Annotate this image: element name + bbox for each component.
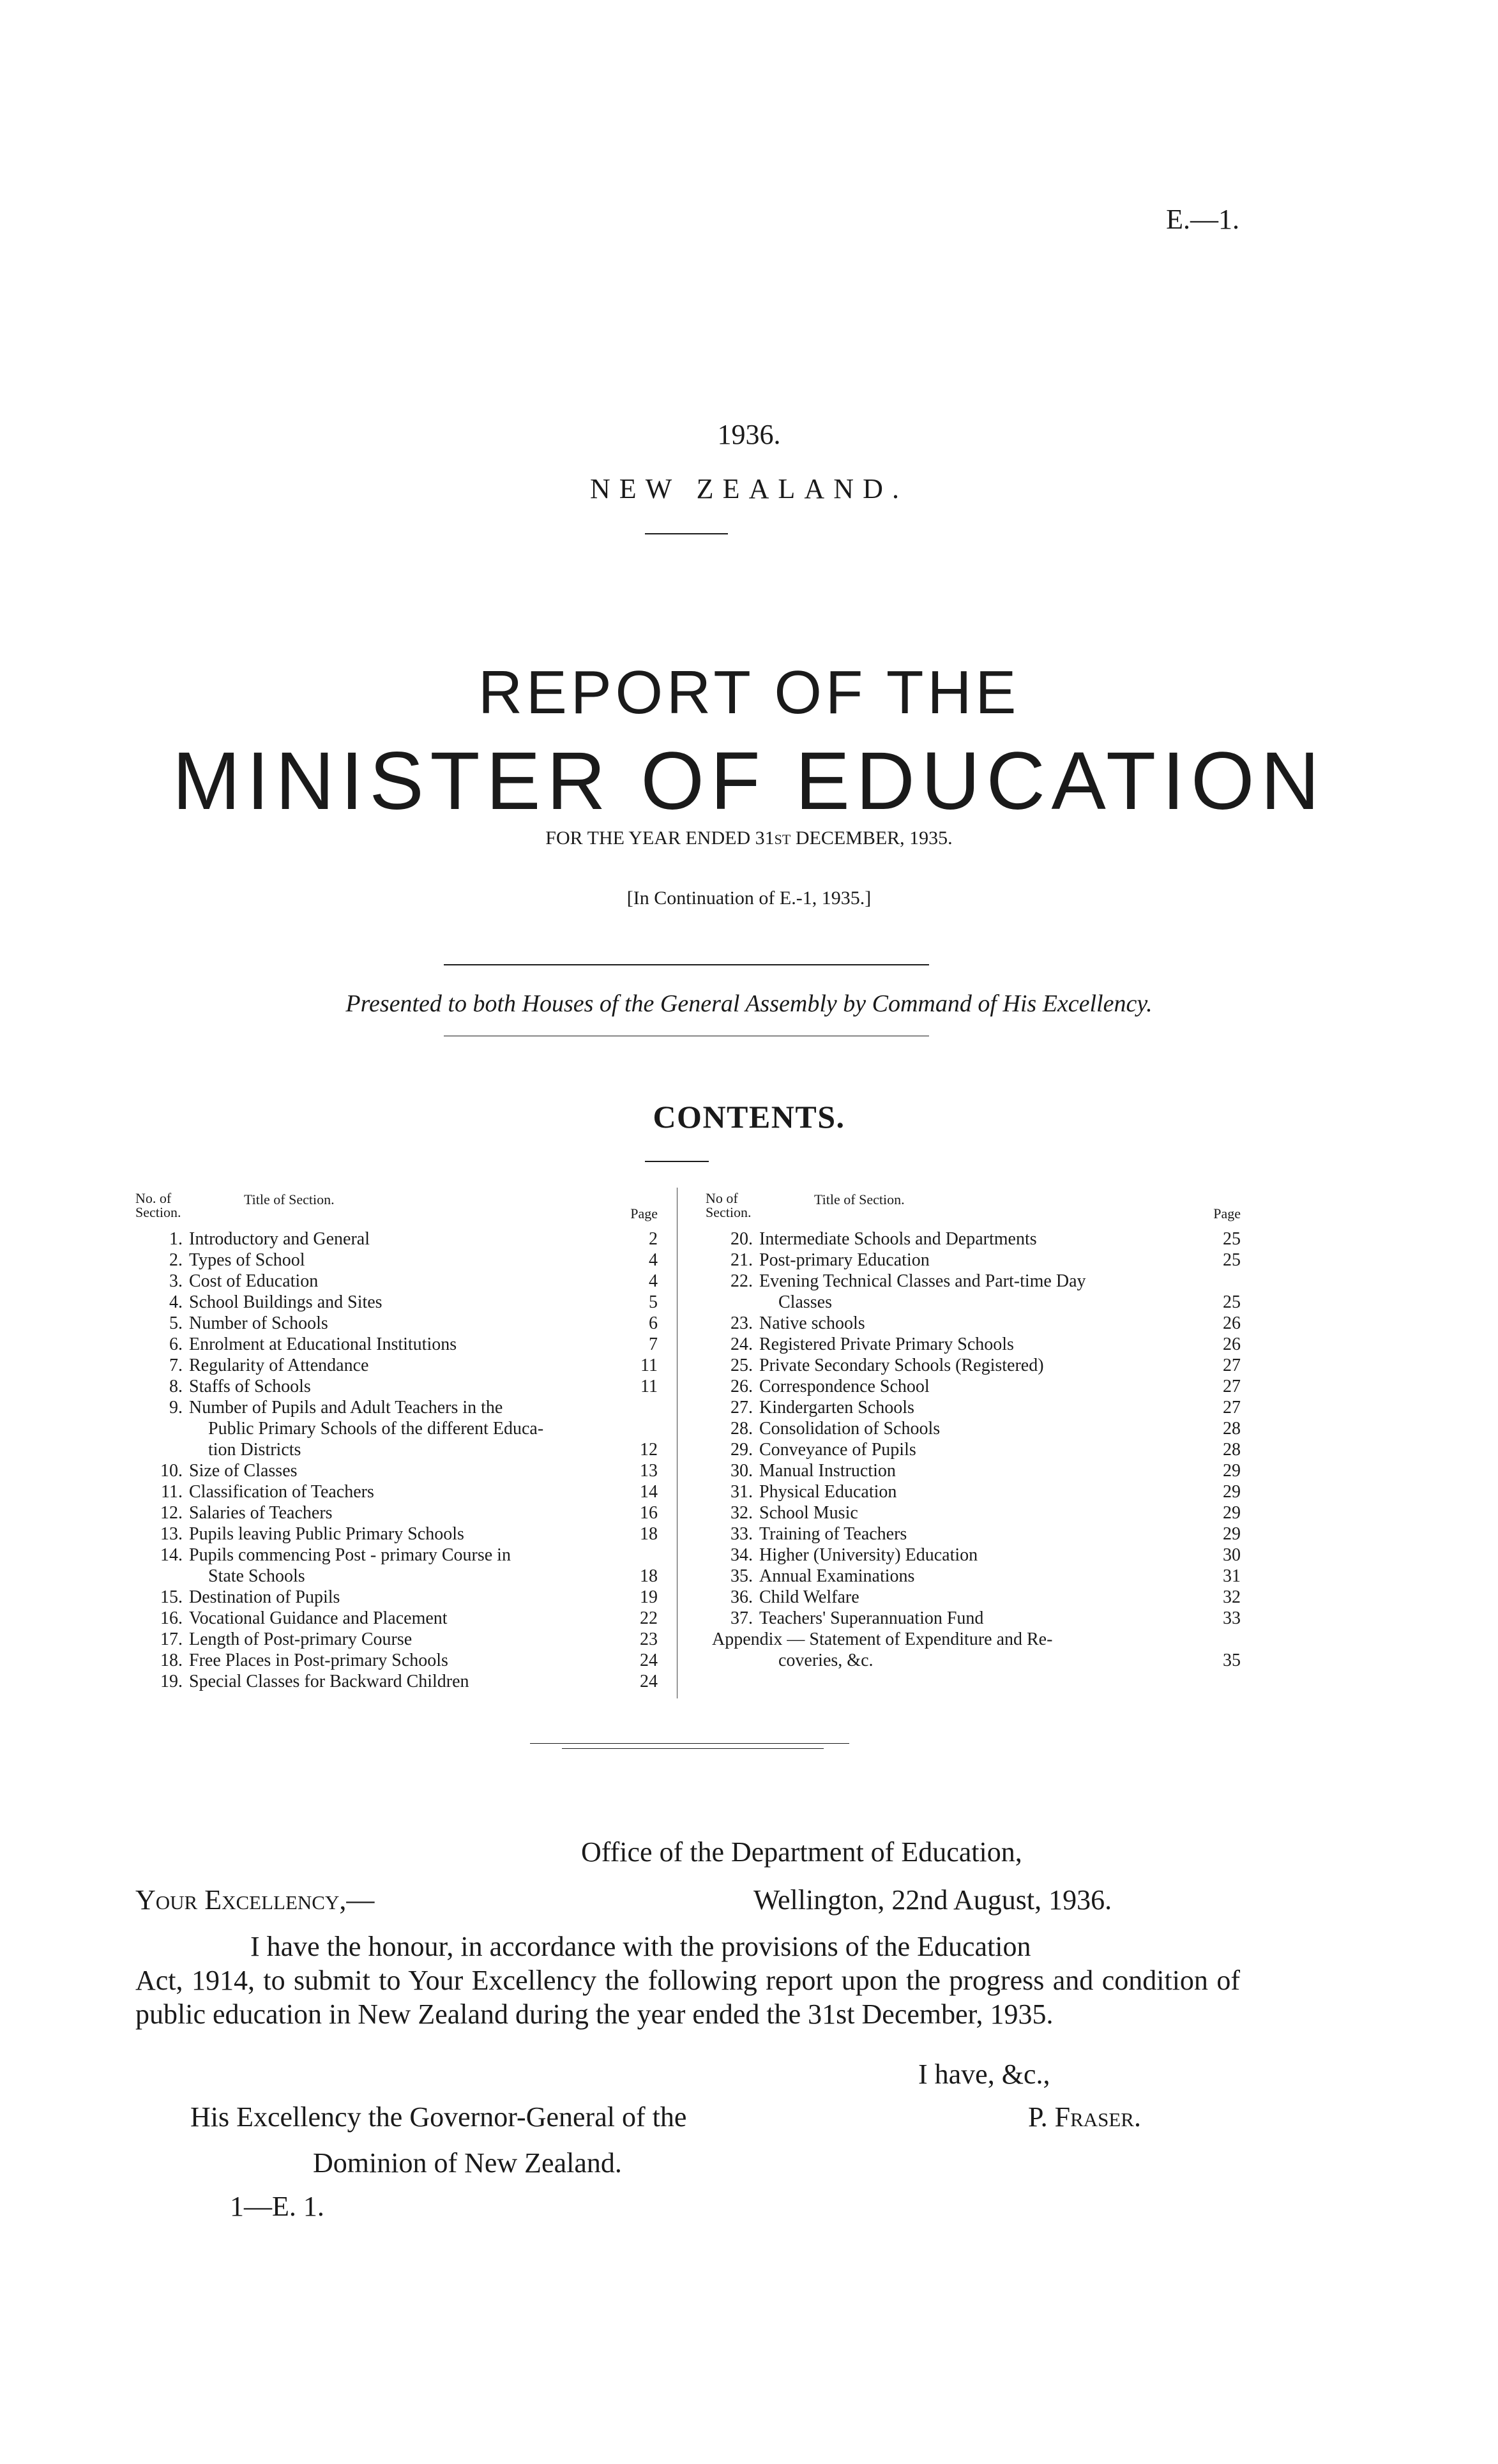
presented-statement: Presented to both Houses of the General Assembly by Command of His Excellency.: [345, 990, 1153, 1017]
contents-row: [135, 1545, 658, 1566]
contents-row: [135, 1608, 658, 1629]
contents-column-header: [706, 1188, 1241, 1228]
section-page: 11: [640, 1377, 658, 1396]
section-title: Number of Pupils and Adult Teachers in the: [189, 1398, 503, 1417]
section-number: 4.: [169, 1292, 183, 1312]
divider-rule: [562, 1748, 824, 1749]
section-page: 16: [640, 1503, 658, 1523]
section-number: 7.: [169, 1356, 183, 1375]
section-number: 18.: [160, 1651, 183, 1670]
contents-row: [135, 1228, 658, 1250]
section-title: Regularity of Attendance: [189, 1356, 369, 1375]
continuation-note: [In Continuation of E.-1, 1935.]: [626, 888, 872, 909]
section-page: 26: [1223, 1334, 1241, 1354]
section-number: 25.: [730, 1356, 753, 1375]
section-page: 19: [640, 1587, 658, 1607]
contents-row: [706, 1313, 1241, 1334]
section-title-header: Title of Section.: [244, 1191, 335, 1207]
section-page: 11: [640, 1356, 658, 1375]
contents-row: [706, 1228, 1241, 1250]
office-address-line2: Wellington, 22nd August, 1936.: [753, 1884, 1112, 1916]
section-number: 26.: [730, 1377, 753, 1396]
contents-row: [135, 1523, 658, 1545]
report-title-line2: MINISTER OF EDUCATION: [172, 736, 1326, 827]
section-title: Pupils leaving Public Primary Schools: [189, 1524, 464, 1544]
section-number: 28.: [730, 1419, 753, 1439]
signature: P. Fraser.: [1028, 2101, 1141, 2133]
section-title: Salaries of Teachers: [189, 1503, 333, 1523]
report-subtitle: FOR THE YEAR ENDED 31ST DECEMBER, 1935.: [545, 828, 953, 849]
section-number: 24.: [730, 1334, 753, 1354]
section-number: 22.: [730, 1271, 753, 1291]
section-number: 20.: [730, 1229, 753, 1249]
section-page: [1209, 1271, 1241, 1292]
document-code: E.—1.: [1166, 204, 1239, 235]
section-page: 32: [1223, 1587, 1241, 1607]
section-number: 3.: [169, 1271, 183, 1291]
contents-row: [135, 1481, 658, 1502]
section-title: Staffs of Schools: [189, 1377, 311, 1396]
contents-row: [706, 1397, 1241, 1418]
section-page: 5: [649, 1292, 658, 1312]
section-number: 2.: [169, 1250, 183, 1270]
section-page: [626, 1545, 658, 1566]
section-page: 12: [640, 1440, 658, 1460]
contents-heading: CONTENTS.: [653, 1099, 845, 1135]
section-number-header: No. of Section.: [135, 1190, 181, 1220]
contents-row: [135, 1460, 658, 1481]
divider-rule: [645, 533, 728, 534]
contents-row: [135, 1397, 658, 1418]
section-title: Training of Teachers: [759, 1524, 907, 1544]
letter-paragraph: [135, 1930, 1240, 2031]
section-title: Private Secondary Schools (Registered): [759, 1356, 1044, 1375]
section-page: 29: [1223, 1482, 1241, 1502]
section-title: Teachers' Superannuation Fund: [759, 1608, 984, 1628]
section-page: 18: [640, 1524, 658, 1544]
section-title: Registered Private Primary Schools: [759, 1334, 1014, 1354]
section-page: 4: [649, 1271, 658, 1291]
contents-row: [706, 1376, 1241, 1397]
section-page: 4: [649, 1250, 658, 1270]
section-page: 7: [649, 1334, 658, 1354]
section-number: 16.: [160, 1608, 183, 1628]
contents-row: [706, 1271, 1241, 1292]
contents-row: [706, 1250, 1241, 1271]
section-title: Classes: [778, 1292, 832, 1312]
section-title: Higher (University) Education: [759, 1545, 978, 1565]
section-number: 29.: [730, 1440, 753, 1460]
contents-right-column: [706, 1188, 1241, 1671]
section-number: 19.: [160, 1672, 183, 1691]
section-page: 13: [640, 1461, 658, 1481]
section-page: 25: [1223, 1250, 1241, 1270]
section-number: 8.: [169, 1377, 183, 1396]
section-page: 29: [1223, 1524, 1241, 1544]
section-number: 17.: [160, 1629, 183, 1649]
contents-row: [135, 1650, 658, 1671]
section-page: 28: [1223, 1419, 1241, 1439]
section-title: Pupils commencing Post - primary Course in: [189, 1545, 511, 1565]
section-page: 29: [1223, 1503, 1241, 1523]
contents-row: [706, 1355, 1241, 1376]
section-number: 27.: [730, 1398, 753, 1417]
section-title: Enrolment at Educational Institutions: [189, 1334, 457, 1354]
section-page: 26: [1223, 1313, 1241, 1333]
section-number: 12.: [160, 1503, 183, 1523]
contents-column-header: [135, 1188, 658, 1228]
contents-row: [135, 1629, 658, 1650]
contents-row: [135, 1566, 658, 1587]
section-title: Special Classes for Backward Children: [189, 1672, 469, 1691]
section-number: 31.: [730, 1482, 753, 1502]
section-title: Types of School: [189, 1250, 305, 1270]
contents-row: [135, 1587, 658, 1608]
section-title: Intermediate Schools and Departments: [759, 1229, 1037, 1249]
section-page: [626, 1418, 658, 1439]
section-title: Annual Examinations: [759, 1566, 915, 1586]
section-title: Destination of Pupils: [189, 1587, 340, 1607]
section-page: 25: [1223, 1229, 1241, 1249]
contents-row: [706, 1481, 1241, 1502]
section-number: [706, 1650, 759, 1671]
section-title: Number of Schools: [189, 1313, 328, 1333]
section-number: 10.: [160, 1461, 183, 1481]
section-title: Public Primary Schools of the different Educa-: [208, 1419, 544, 1439]
section-page: 27: [1223, 1398, 1241, 1417]
section-page: 24: [640, 1651, 658, 1670]
section-title: School Music: [759, 1503, 858, 1523]
contents-row: [135, 1313, 658, 1334]
section-title: Classification of Teachers: [189, 1482, 374, 1502]
divider-rule: [645, 1161, 709, 1162]
section-title: Manual Instruction: [759, 1461, 896, 1481]
section-page: 33: [1223, 1608, 1241, 1628]
section-number: [135, 1566, 189, 1587]
section-title: Free Places in Post-primary Schools: [189, 1651, 448, 1670]
section-number: [135, 1418, 189, 1439]
office-address-line1: Office of the Department of Education,: [581, 1836, 1022, 1868]
addressee-line2: Dominion of New Zealand.: [313, 2147, 622, 2179]
contents-row: [706, 1629, 1241, 1650]
section-title: State Schools: [208, 1566, 305, 1586]
contents-row: [135, 1502, 658, 1523]
section-title: Vocational Guidance and Placement: [189, 1608, 448, 1628]
contents-row: [706, 1566, 1241, 1587]
section-title: Post-primary Education: [759, 1250, 930, 1270]
page-header: Page: [1213, 1206, 1241, 1221]
section-number: 11.: [161, 1482, 183, 1502]
section-page: 29: [1223, 1461, 1241, 1481]
section-number: 9.: [169, 1398, 183, 1417]
salutation: Your Excellency,—: [135, 1884, 375, 1916]
section-number: 36.: [730, 1587, 753, 1607]
section-page: 35: [1223, 1651, 1241, 1670]
section-title: Introductory and General: [189, 1229, 370, 1249]
section-title: Physical Education: [759, 1482, 897, 1502]
contents-row: [135, 1250, 658, 1271]
year: 1936.: [717, 419, 781, 450]
contents-row: [706, 1650, 1241, 1671]
contents-row: [706, 1545, 1241, 1566]
paragraph-first-line: I have the honour, in accordance with the provisions of the Education: [250, 1931, 1031, 1962]
section-number: 30.: [730, 1461, 753, 1481]
addressee-line1: His Excellency the Governor-General of the: [190, 2101, 687, 2133]
contents-row: [706, 1523, 1241, 1545]
contents-row: [135, 1418, 658, 1439]
section-page: 2: [649, 1229, 658, 1249]
section-title: Appendix — Statement of Expenditure and Re-: [712, 1629, 1053, 1649]
section-page: 14: [640, 1482, 658, 1502]
contents-row: [135, 1671, 658, 1692]
contents-row: [706, 1608, 1241, 1629]
section-number: [135, 1439, 189, 1460]
section-page: [1209, 1629, 1241, 1650]
contents-row: [135, 1292, 658, 1313]
section-number: 32.: [730, 1503, 753, 1523]
section-title: Child Welfare: [759, 1587, 859, 1607]
contents-row: [706, 1502, 1241, 1523]
section-title: Cost of Education: [189, 1271, 319, 1291]
contents-row: [135, 1439, 658, 1460]
section-page: 24: [640, 1672, 658, 1691]
section-number: 33.: [730, 1524, 753, 1544]
country-heading: NEW ZEALAND.: [589, 473, 909, 504]
section-page: 23: [640, 1629, 658, 1649]
section-page: [626, 1397, 658, 1418]
section-page: 27: [1223, 1377, 1241, 1396]
contents-row: [135, 1355, 658, 1376]
section-page: 22: [640, 1608, 658, 1628]
contents-row: [706, 1460, 1241, 1481]
section-page: 30: [1223, 1545, 1241, 1565]
section-title: coveries, &c.: [778, 1651, 874, 1670]
section-number: 34.: [730, 1545, 753, 1565]
section-title: tion Districts: [208, 1440, 301, 1460]
section-number: 23.: [730, 1313, 753, 1333]
section-number: 14.: [160, 1545, 183, 1565]
section-page: 6: [649, 1313, 658, 1333]
section-number: 15.: [160, 1587, 183, 1607]
section-title: Conveyance of Pupils: [759, 1440, 916, 1460]
section-page: 25: [1223, 1292, 1241, 1312]
section-title: Size of Classes: [189, 1461, 298, 1481]
contents-row: [706, 1587, 1241, 1608]
contents-row: [706, 1334, 1241, 1355]
section-page: 27: [1223, 1356, 1241, 1375]
section-page: 18: [640, 1566, 658, 1586]
contents-row: [706, 1292, 1241, 1313]
contents-row: [135, 1376, 658, 1397]
section-number: [706, 1292, 759, 1313]
section-title: Native schools: [759, 1313, 865, 1333]
divider-rule: [530, 1743, 849, 1744]
report-title-line1: REPORT OF THE: [478, 658, 1020, 727]
section-title-header: Title of Section.: [814, 1191, 905, 1207]
page-header: Page: [630, 1206, 658, 1221]
section-title: Evening Technical Classes and Part-time Day: [759, 1271, 1086, 1291]
section-title: School Buildings and Sites: [189, 1292, 382, 1312]
section-title: Kindergarten Schools: [759, 1398, 914, 1417]
contents-row: [706, 1418, 1241, 1439]
section-number: 37.: [730, 1608, 753, 1628]
section-title: Length of Post-primary Course: [189, 1629, 412, 1649]
section-number: 5.: [169, 1313, 183, 1333]
section-number: 6.: [169, 1334, 183, 1354]
section-number: 35.: [730, 1566, 753, 1586]
section-number: 21.: [730, 1250, 753, 1270]
section-title: Consolidation of Schools: [759, 1419, 941, 1439]
divider-rule: [444, 964, 929, 965]
contents-left-column: [135, 1188, 658, 1692]
contents-row: [706, 1439, 1241, 1460]
section-number: 1.: [169, 1229, 183, 1249]
footer-code: 1—E. 1.: [230, 2191, 324, 2222]
contents-row: [135, 1271, 658, 1292]
section-title: Correspondence School: [759, 1377, 930, 1396]
letter-closing: I have, &c.,: [918, 2059, 1050, 2090]
section-page: 28: [1223, 1440, 1241, 1460]
contents-row: [135, 1334, 658, 1355]
section-number: 13.: [160, 1524, 183, 1544]
section-page: 31: [1223, 1566, 1241, 1586]
section-number-header: No of Section.: [706, 1190, 752, 1220]
paragraph-body: Act, 1914, to submit to Your Excellency the following report upon the progress and condition of public education in New Zealand during the year ended the 31st December, 1935.: [135, 1965, 1240, 2030]
